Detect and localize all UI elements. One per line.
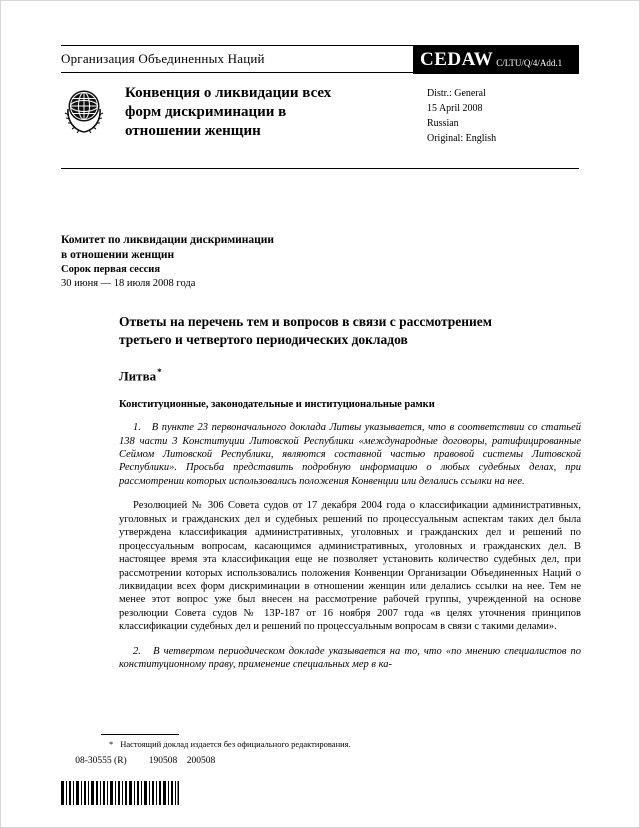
footer-doc-number: 08-30555 (R): [75, 756, 127, 766]
country-footnote-marker: *: [157, 366, 162, 377]
symbol-reference: C/LTU/Q/4/Add.1: [496, 57, 563, 68]
country-heading: [119, 367, 581, 384]
session-label: Сорок первая сессия: [61, 263, 161, 275]
document-title: Ответы на перечень тем и вопросов в связи с рассмотрением третьего и четвертого периодических докладов: [119, 314, 492, 348]
paragraph-answer-1: Резолюцией № 306 Совета судов от 17 декабря 2004 года о классификации административных, уголовных и гражданских дел и судебных решений по процессуальным аспектам таких дел была утверждена классификация административных, уголовных и гражданских дел и решений по процессуальным вопросам, касающимся административных, уголовных и гражданских дел. В настоящее время эта классификация еще не позволяет установить количество судебных дел, при рассмотрении которых использовались положения Конвенции Организации Объединенных Наций о ликвидации всех форм дискриминации в отношении женщин или делались ссылки на нее. Тем не менее этот вопрос уже был внесен на рассмотрение рабочей группы, учрежденной на основе резолюции Совета судов № 13Р-187 от 16 ноября 2007 года «в целях уточнения принципов классификации судебных дел и решений по процессуальным вопросам в связи с такими делами».: [119, 500, 581, 633]
session-dates: 30 июня — 18 июля 2008 года: [61, 278, 196, 290]
distr-language: Russian: [427, 118, 459, 129]
symbol-box: [413, 45, 579, 74]
committee-block: [61, 233, 579, 291]
symbol-label: CEDAW: [420, 48, 494, 70]
distribution-block: [427, 84, 579, 146]
convention-title: Конвенция о ликвидации всех форм дискриминации в отношении женщин: [125, 85, 332, 140]
page-footer: [61, 746, 215, 805]
paragraph-question-1: 1. В пункте 23 первоначального доклада Литвы указывается, что в соответствии со статьей 138 части 3 Конституции Литовской Республики «международные договоры, ратифицированные Сеймом Литовской Республики, являются составной частью правовой системы Литовской Республики». Просьба представить подробную информацию о любых судебных делах, при рассмотрении которых использовались положения Конвенции или делались ссылки на нее.: [119, 422, 581, 487]
distr-date: 15 April 2008: [427, 103, 483, 114]
country-name: Литва: [119, 368, 157, 384]
footnote-separator: [101, 734, 179, 735]
footer-line: [61, 746, 215, 776]
header-main: [61, 73, 579, 169]
paragraph-question-2: 2. В четвертом периодическом докладе указывается на то, что «по мнению специалистов по конституционному праву, применение специальных мер в ка-: [119, 645, 581, 671]
masthead: [61, 45, 579, 73]
un-emblem-icon: [61, 85, 107, 137]
section-heading: Конституционные, законодательные и институциональные рамки: [119, 399, 435, 411]
footnote-marker: *: [109, 739, 114, 749]
body-content: [119, 313, 581, 671]
committee-name-line1: Комитет по ликвидации дискриминации: [61, 234, 275, 246]
distr-original: Original: English: [427, 133, 497, 144]
barcode-icon: [61, 781, 179, 805]
distr-label: Distr.: General: [427, 88, 486, 99]
org-name: Организация Объединенных Наций: [61, 51, 265, 66]
committee-name-line2: в отношении женщин: [61, 248, 175, 261]
footer-date-codes: 190508 200508: [148, 756, 216, 766]
footnote-text: Настоящий доклад издается без официального редактирования.: [120, 739, 351, 749]
